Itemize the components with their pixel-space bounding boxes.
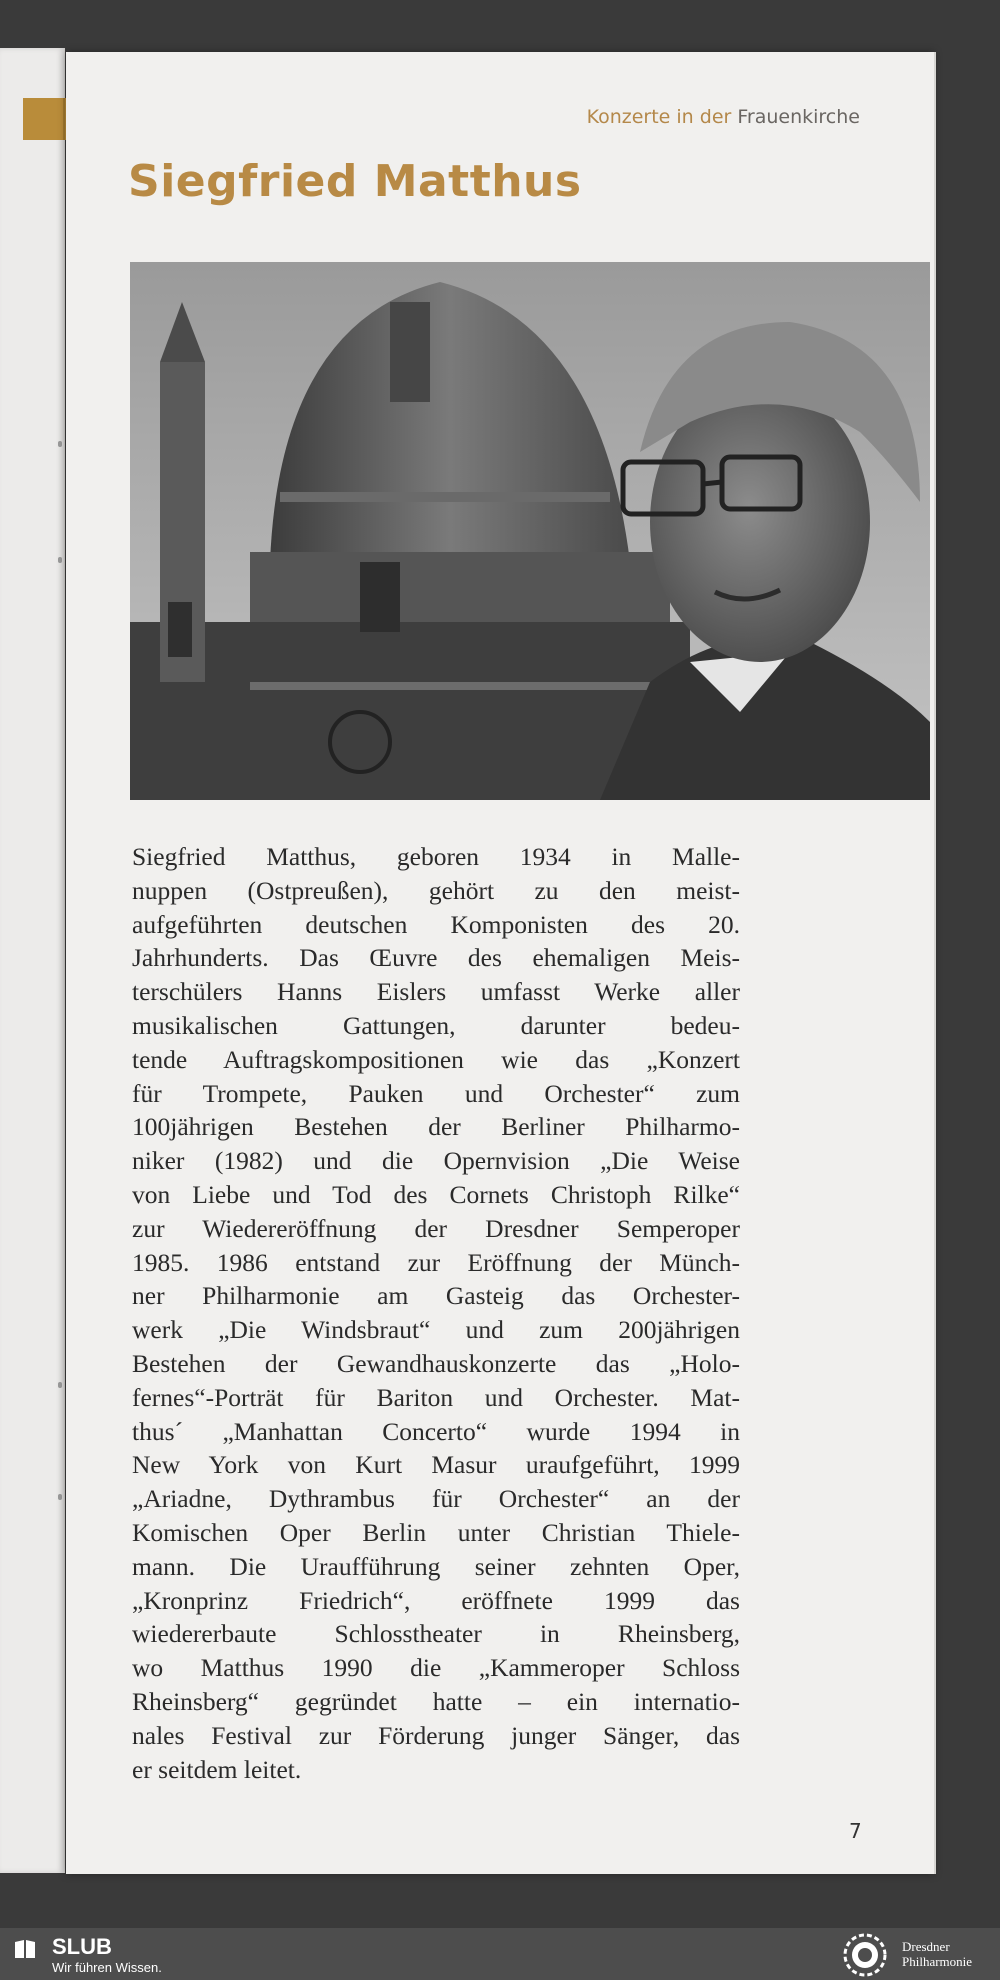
text-line: nuppen (Ostpreußen), gehört zu den meist- xyxy=(132,875,740,905)
library-tagline: Wir führen Wissen. xyxy=(52,1960,162,1975)
biography-text xyxy=(132,840,740,1786)
text-line: zur Wiedereröffnung der Dresdner Semperoper xyxy=(132,1213,740,1243)
text-line: mann. Die Uraufführung seiner zehnten Oper, xyxy=(132,1551,740,1581)
text-line: Siegfried Matthus, geboren 1934 in Malle- xyxy=(132,842,740,871)
previous-page-edge xyxy=(0,48,65,1873)
text-line: aufgeführten deutschen Komponisten des 20. xyxy=(132,909,740,939)
text-line: 1985. 1986 entstand zur Eröffnung der Münch- xyxy=(132,1247,740,1277)
partner-name-line2: Philharmonie xyxy=(902,1954,973,1969)
text-line: wo Matthus 1990 die „Kammeroper Schloss xyxy=(132,1653,740,1683)
viewer-footer xyxy=(0,1928,1000,1980)
text-line: wiedererbaute Schlosstheater in Rheinsberg, xyxy=(132,1619,740,1649)
binding-hole xyxy=(58,1494,62,1500)
text-line: musikalischen Gattungen, darunter bedeu- xyxy=(132,1010,740,1040)
text-line: fernes“-Porträt für Bariton und Orchester. Mat- xyxy=(132,1382,740,1412)
partner-name xyxy=(902,1939,998,1969)
text-line: werk „Die Windsbraut“ und zum 200jährigen xyxy=(132,1315,740,1345)
text-line: Jahrhunderts. Das Œuvre des ehemaligen Meis- xyxy=(132,943,740,973)
partner-name-line1: Dresdner xyxy=(902,1939,950,1954)
binding-hole xyxy=(58,557,62,563)
text-line: tende Auftragskompositionen wie das „Konzert xyxy=(132,1044,740,1074)
text-line: „Ariadne, Dythrambus für Orchester“ an der xyxy=(132,1484,740,1514)
brochure-page xyxy=(66,52,934,1874)
text-line: thus´ „Manhattan Concerto“ wurde 1994 in xyxy=(132,1416,740,1446)
text-line: Bestehen der Gewandhauskonzerte das „Holo- xyxy=(132,1348,740,1378)
text-line: nales Festival zur Förderung junger Sänger, das xyxy=(132,1720,740,1750)
page-title: Siegfried Matthus xyxy=(128,156,582,207)
portrait-photo xyxy=(130,262,930,800)
library-name: SLUB xyxy=(52,1934,112,1959)
text-line: terschülers Hanns Eislers umfasst Werke aller xyxy=(132,977,740,1007)
header-emphasis: Frauenkirche xyxy=(737,106,860,128)
text-line: niker (1982) und die Opernvision „Die Weise xyxy=(132,1146,740,1176)
text-line: für Trompete, Pauken und Orchester“ zum xyxy=(132,1078,740,1108)
text-line-last: er seitdem leitet. xyxy=(132,1754,302,1784)
dresdner-philharmonie-logo-icon xyxy=(842,1932,888,1978)
page-number: 7 xyxy=(849,1819,862,1843)
text-line: 100jährigen Bestehen der Berliner Philharmo- xyxy=(132,1112,740,1142)
text-line: Komischen Oper Berlin unter Christian Thiele- xyxy=(132,1517,740,1547)
text-line: Rheinsberg“ gegründet hatte – ein internatio- xyxy=(132,1686,740,1716)
text-line: New York von Kurt Masur uraufgeführt, 1999 xyxy=(132,1450,740,1480)
text-line: ner Philharmonie am Gasteig das Orchester- xyxy=(132,1281,740,1311)
header-prefix: Konzerte in der xyxy=(586,106,738,128)
running-header xyxy=(587,106,860,128)
text-line: von Liebe und Tod des Cornets Christoph Rilke“ xyxy=(132,1179,740,1209)
slub-book-icon xyxy=(14,1938,36,1960)
portrait-photo-graphic xyxy=(130,262,930,800)
text-line: „Kronprinz Friedrich“, eröffnete 1999 das xyxy=(132,1585,740,1615)
binding-hole xyxy=(58,1382,62,1388)
binding-hole xyxy=(58,441,62,447)
